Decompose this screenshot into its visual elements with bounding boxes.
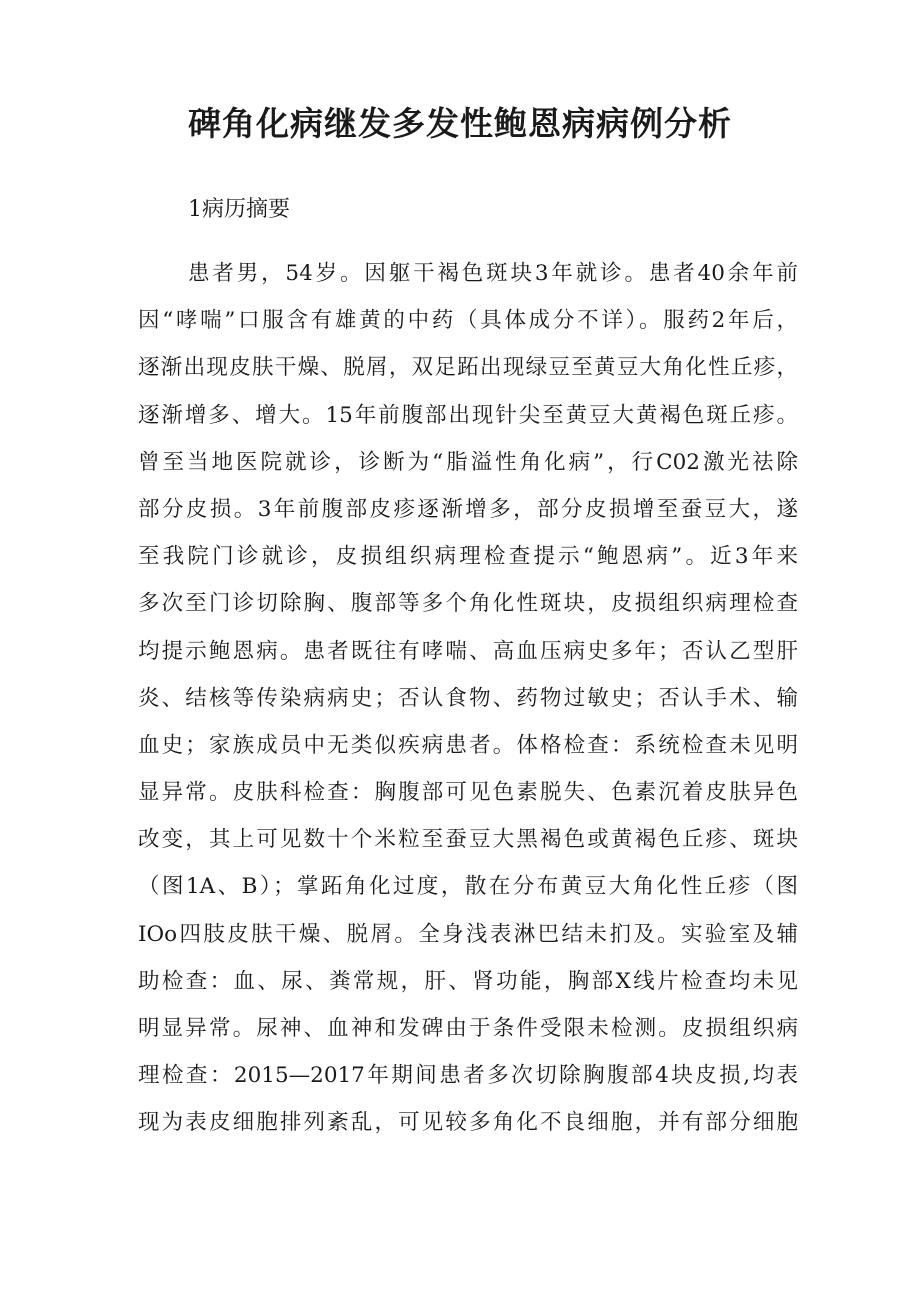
text-line: 多次至门诊切除胸、腹部等多个角化性斑块，皮损组织病理检查 xyxy=(138,591,798,617)
body-paragraph xyxy=(138,250,798,1147)
text-line: 均提示鲍恩病。患者既往有哮喘、高血压病史多年；否认乙型肝 xyxy=(138,638,798,664)
text-line: 至我院门诊就诊，皮损组织病理检查提示“鲍恩病”。近3年来 xyxy=(138,544,798,570)
text-line: 曾至当地医院就诊，诊断为“脂溢性角化病”，行C02激光祛除 xyxy=(138,449,798,475)
text-line: 显异常。皮肤科检查：胸腹部可见色素脱失、色素沉着皮肤异色 xyxy=(138,780,798,806)
text-line: 理检查：2015—2017年期间患者多次切除胸腹部4块皮损,均表 xyxy=(138,1063,798,1089)
text-line: IOo四肢皮肤干燥、脱屑。全身浅表淋巴结未扪及。实验室及辅 xyxy=(138,921,798,947)
text-line: 患者男，54岁。因躯干褐色斑块3年就诊。患者40余年前 xyxy=(188,261,798,286)
text-line: 部分皮损。3年前腹部皮疹逐渐增多，部分皮损增至蚕豆大，遂 xyxy=(138,496,798,522)
text-line: （图1A、B）；掌跖角化过度，散在分布黄豆大角化性丘疹（图 xyxy=(138,874,798,900)
text-line: 逐渐增多、增大。15年前腹部出现针尖至黄豆大黄褐色斑丘疹。 xyxy=(138,402,798,428)
text-line: 因“哮喘”口服含有雄黄的中药（具体成分不详）。服药2年后， xyxy=(138,308,798,334)
text-line: 改变，其上可见数十个米粒至蚕豆大黑褐色或黄褐色丘疹、斑块 xyxy=(138,827,798,853)
text-line: 炎、结核等传染病病史；否认食物、药物过敏史；否认手术、输 xyxy=(138,685,798,711)
text-line: 逐渐出现皮肤干燥、脱屑，双足跖出现绿豆至黄豆大角化性丘疹， xyxy=(138,355,798,381)
text-line: 现为表皮细胞排列紊乱，可见较多角化不良细胞，并有部分细胞 xyxy=(138,1110,798,1136)
text-line: 血史；家族成员中无类似疾病患者。体格检查：系统检查未见明 xyxy=(138,732,798,758)
text-line: 助检查：血、尿、粪常规，肝、肾功能，胸部X线片检查均未见 xyxy=(138,968,798,994)
section-heading: 1病历摘要 xyxy=(188,197,290,222)
text-line: 明显异常。尿神、血神和发碑由于条件受限未检测。皮损组织病 xyxy=(138,1016,798,1041)
document-title: 碑角化病继发多发性鲍恩病病例分析 xyxy=(188,104,732,143)
